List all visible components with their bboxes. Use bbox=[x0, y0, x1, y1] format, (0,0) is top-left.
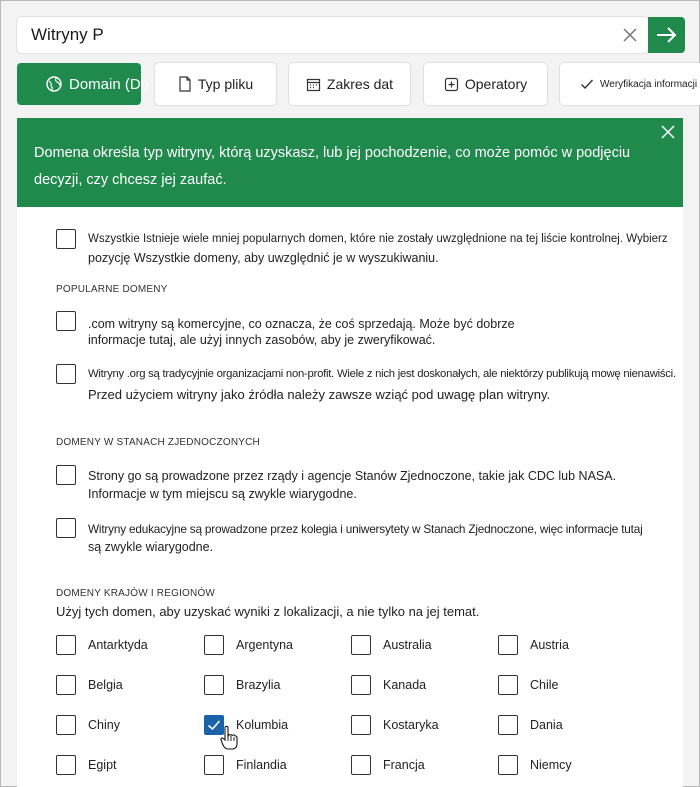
hand-cursor-icon bbox=[220, 725, 238, 751]
filter-date-range-label: Zakres dat bbox=[326, 76, 394, 92]
option-gov-line2: Informacje w tym miejscu są zwykle wiarygodne. bbox=[88, 487, 357, 501]
checkbox-country-austria[interactable] bbox=[498, 635, 518, 655]
country-label-brazylia: Brazylia bbox=[236, 678, 281, 692]
banner-text: Domena określa typ witryny, którą uzyskasz, lub jej pochodzenie, co może pomóc w podjęciu decyzji, czy chcesz jej zaufać. bbox=[34, 145, 631, 188]
section-country-label: DOMENY KRAJÓW I REGIONÓW bbox=[56, 588, 216, 599]
checkbox-country-kanada[interactable] bbox=[351, 675, 371, 695]
close-icon bbox=[660, 124, 676, 140]
country-label-kostaryka: Kostaryka bbox=[383, 718, 439, 732]
filter-date-range-button[interactable] bbox=[289, 63, 410, 105]
globe-icon bbox=[45, 75, 63, 93]
filter-operators-label: Operatory bbox=[464, 76, 528, 92]
checkbox-country-finlandia[interactable] bbox=[204, 755, 224, 775]
checkbox-country-chiny[interactable] bbox=[56, 715, 76, 735]
banner-close-button[interactable] bbox=[660, 124, 676, 140]
checkbox-country-australia[interactable] bbox=[351, 635, 371, 655]
checkbox-country-kostaryka[interactable] bbox=[351, 715, 371, 735]
option-edu-line1: Witryny edukacyjne są prowadzone przez kolegia i uniwersytety w Stanach Zjednoczone, więc informacje tutaj bbox=[88, 522, 643, 536]
checkbox-country-niemcy[interactable] bbox=[498, 755, 518, 775]
filter-fact-check-label: Weryfikacja informacji bbox=[600, 78, 698, 90]
section-popular-label: POPULARNE DOMENY bbox=[56, 284, 168, 295]
filter-domain-label: Domain (Do bbox=[69, 75, 150, 93]
country-label-chile: Chile bbox=[530, 678, 559, 692]
file-icon bbox=[178, 76, 192, 92]
checkbox-country-chile[interactable] bbox=[498, 675, 518, 695]
filter-fact-check-button[interactable] bbox=[560, 63, 700, 105]
option-com-line2: informacje tutaj, ale użyj innych zasobów, aby je zweryfikować. bbox=[88, 333, 436, 347]
option-org-line2: Przed użyciem witryny jako źródła należy zawsze wziąć pod uwagę plan witryny. bbox=[88, 387, 551, 402]
checkbox-com[interactable] bbox=[56, 311, 76, 331]
search-input[interactable] bbox=[31, 25, 591, 45]
checkbox-country-brazylia[interactable] bbox=[204, 675, 224, 695]
checkbox-country-dania[interactable] bbox=[498, 715, 518, 735]
country-label-egipt: Egipt bbox=[88, 758, 117, 772]
country-label-antarktyda: Antarktyda bbox=[88, 638, 148, 652]
country-label-chiny: Chiny bbox=[88, 718, 120, 732]
checkbox-all-domains[interactable] bbox=[56, 229, 76, 249]
filter-file-type-button[interactable] bbox=[155, 63, 276, 105]
checkbox-country-egipt[interactable] bbox=[56, 755, 76, 775]
close-icon bbox=[620, 25, 640, 45]
arrow-right-icon bbox=[648, 17, 685, 53]
section-us-label: DOMENY W STANACH ZJEDNOCZONYCH bbox=[56, 437, 260, 448]
country-label-francja: Francja bbox=[383, 758, 425, 772]
option-edu-line2: są zwykle wiarygodne. bbox=[88, 540, 214, 554]
country-label-niemcy: Niemcy bbox=[530, 758, 572, 772]
checkbox-country-belgia[interactable] bbox=[56, 675, 76, 695]
country-label-finlandia: Finlandia bbox=[236, 758, 287, 772]
info-banner bbox=[17, 118, 683, 207]
option-com-line1: .com witryny są komercyjne, co oznacza, że coś sprzedają. Może być dobrze bbox=[88, 317, 515, 331]
search-submit-button[interactable] bbox=[648, 17, 685, 53]
country-label-kanada: Kanada bbox=[383, 678, 427, 692]
checkbox-org[interactable] bbox=[56, 364, 76, 384]
country-hint: Użyj tych domen, aby uzyskać wyniki z lokalizacji, a nie tylko na jej temat. bbox=[56, 604, 480, 619]
country-label-australia: Australia bbox=[383, 638, 432, 652]
filter-file-type-label: Typ pliku bbox=[197, 76, 254, 92]
option-all-line1: Wszystkie Istnieje wiele mniej popularnych domen, które nie zostały uwzględnione na tej liście kontrolnej. Wybierz bbox=[88, 233, 668, 245]
checkbox-country-francja[interactable] bbox=[351, 755, 371, 775]
country-label-dania: Dania bbox=[530, 718, 563, 732]
calendar-icon bbox=[306, 77, 321, 92]
country-label-belgia: Belgia bbox=[88, 678, 123, 692]
option-org-line1: Witryny .org są tradycyjnie organizacjami non-profit. Wiele z nich jest doskonałych, ale niektórzy publikują mowę nienawiści. bbox=[88, 368, 676, 380]
search-box bbox=[17, 17, 648, 53]
option-gov-line1: Strony go są prowadzone przez rządy i agencje Stanów Zjednoczone, takie jak CDC lub NASA. bbox=[88, 469, 617, 483]
checkbox-edu[interactable] bbox=[56, 518, 76, 538]
plus-box-icon bbox=[444, 77, 459, 92]
filter-operators-button[interactable] bbox=[424, 63, 547, 105]
option-all-line2: pozycję Wszystkie domeny, aby uwzględnić je w wyszukiwaniu. bbox=[88, 251, 439, 265]
country-label-kolumbia: Kolumbia bbox=[236, 718, 289, 732]
country-label-austria: Austria bbox=[530, 638, 569, 652]
checkbox-gov[interactable] bbox=[56, 465, 76, 485]
check-icon bbox=[580, 78, 594, 90]
domain-options-panel bbox=[17, 207, 683, 787]
checkbox-country-antarktyda[interactable] bbox=[56, 635, 76, 655]
filter-domain-button[interactable] bbox=[17, 63, 150, 105]
clear-search-button[interactable] bbox=[620, 25, 640, 45]
checkbox-country-argentyna[interactable] bbox=[204, 635, 224, 655]
country-label-argentyna: Argentyna bbox=[236, 638, 293, 652]
